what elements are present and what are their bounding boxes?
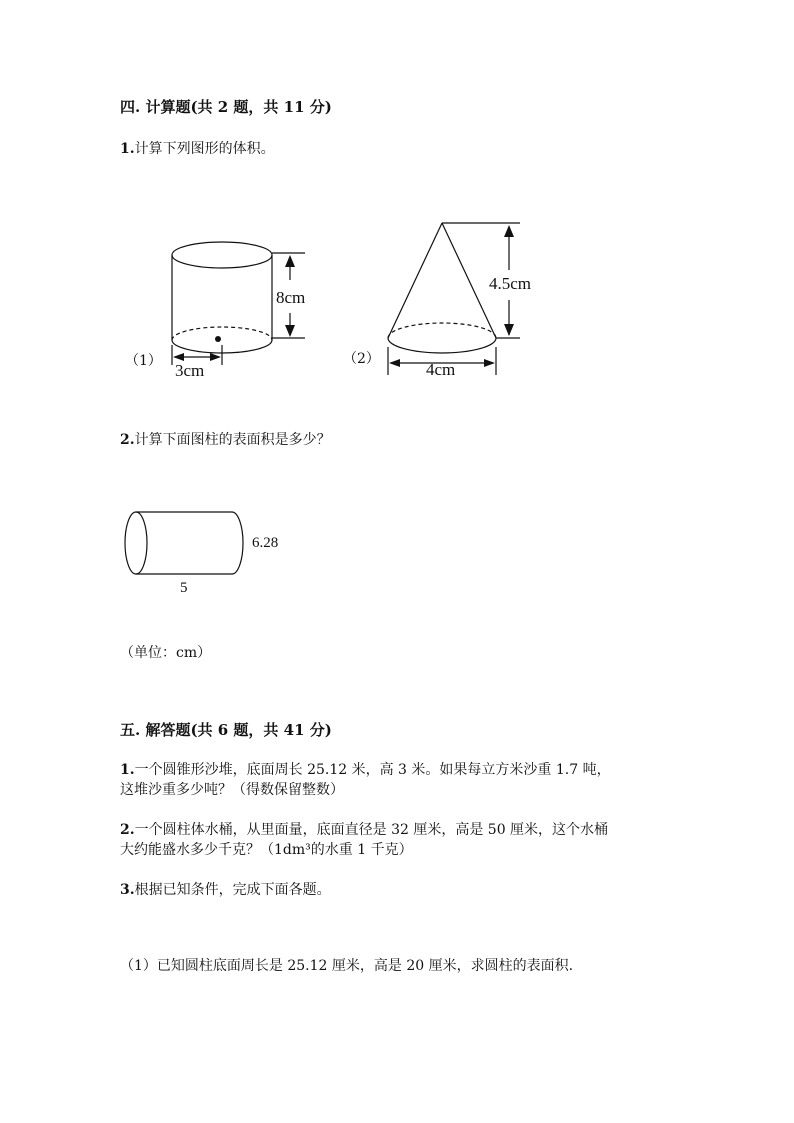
- question-number: 2.: [120, 432, 135, 448]
- cone-left-edge: [388, 223, 442, 338]
- cone-base-front: [388, 338, 496, 353]
- diameter-arrow-left-head: [389, 359, 400, 367]
- length-label: 5: [180, 580, 188, 596]
- question-number: 3.: [120, 882, 135, 898]
- cylinder-height-label: 8cm: [276, 288, 306, 307]
- cone-base-back: [388, 323, 496, 338]
- question-number: 2.: [120, 822, 135, 838]
- center-dot: [215, 336, 221, 342]
- circumference-label: 6.28: [252, 535, 279, 551]
- question-5-2-line1: [120, 820, 608, 840]
- cone-right-edge: [442, 223, 496, 338]
- question-5-3-sub1: （1）已知圆柱底面周长是 25.12 厘米，高是 20 厘米，求圆柱的表面积.: [120, 958, 574, 974]
- cone-figure: [380, 215, 540, 385]
- cylinder-top-ellipse: [172, 242, 272, 268]
- section-5-title: 五. 解答题(共 6 题，共 41 分): [120, 721, 332, 739]
- height-arrow-up-head: [504, 225, 514, 237]
- cone-diameter-label: 4cm: [426, 360, 456, 379]
- question-5-3: [120, 880, 331, 900]
- question-5-2-line2: 大约能盛水多少千克？（1dm³的水重 1 千克）: [120, 842, 413, 858]
- radius-arrow-left-head: [173, 353, 184, 361]
- figure-2-label: （2）: [343, 351, 380, 367]
- question-text: 一个圆锥形沙堆，底面周长 25.12 米，高 3 米。如果每立方米沙重 1.7 吨，: [134, 762, 611, 778]
- cylinder-bottom-back: [172, 327, 272, 340]
- cylinder-right-end: [232, 512, 243, 574]
- question-text: 一个圆柱体水桶，从里面量，底面直径是 32 厘米，高是 50 厘米，这个水桶: [134, 822, 609, 838]
- height-arrow-up-head: [285, 255, 295, 267]
- question-number: 1.: [120, 762, 135, 778]
- question-4-1: [120, 139, 275, 159]
- question-4-2: [120, 430, 331, 450]
- height-arrow-down-head: [285, 325, 295, 337]
- horizontal-cylinder-figure: [120, 505, 255, 585]
- question-5-1-line2: 这堆沙重多少吨？（得数保留整数）: [120, 782, 344, 798]
- cone-height-label: 4.5cm: [489, 274, 532, 293]
- question-text: 根据已知条件，完成下面各题。: [134, 882, 331, 898]
- unit-note: （单位：cm）: [120, 645, 212, 661]
- figure-1-label: （1）: [125, 353, 162, 369]
- cylinder-radius-label: 3cm: [175, 361, 205, 380]
- cylinder-left-end: [125, 512, 147, 574]
- question-number: 1.: [120, 141, 135, 157]
- question-text: 计算下面图柱的表面积是多少？: [134, 432, 331, 448]
- question-text: 计算下列图形的体积。: [134, 141, 275, 157]
- diameter-arrow-right-head: [484, 359, 495, 367]
- question-5-1-line1: [120, 760, 611, 780]
- radius-arrow-right-head: [210, 353, 221, 361]
- section-4-title: 四. 计算题(共 2 题，共 11 分): [120, 98, 332, 116]
- height-arrow-down-head: [504, 324, 514, 336]
